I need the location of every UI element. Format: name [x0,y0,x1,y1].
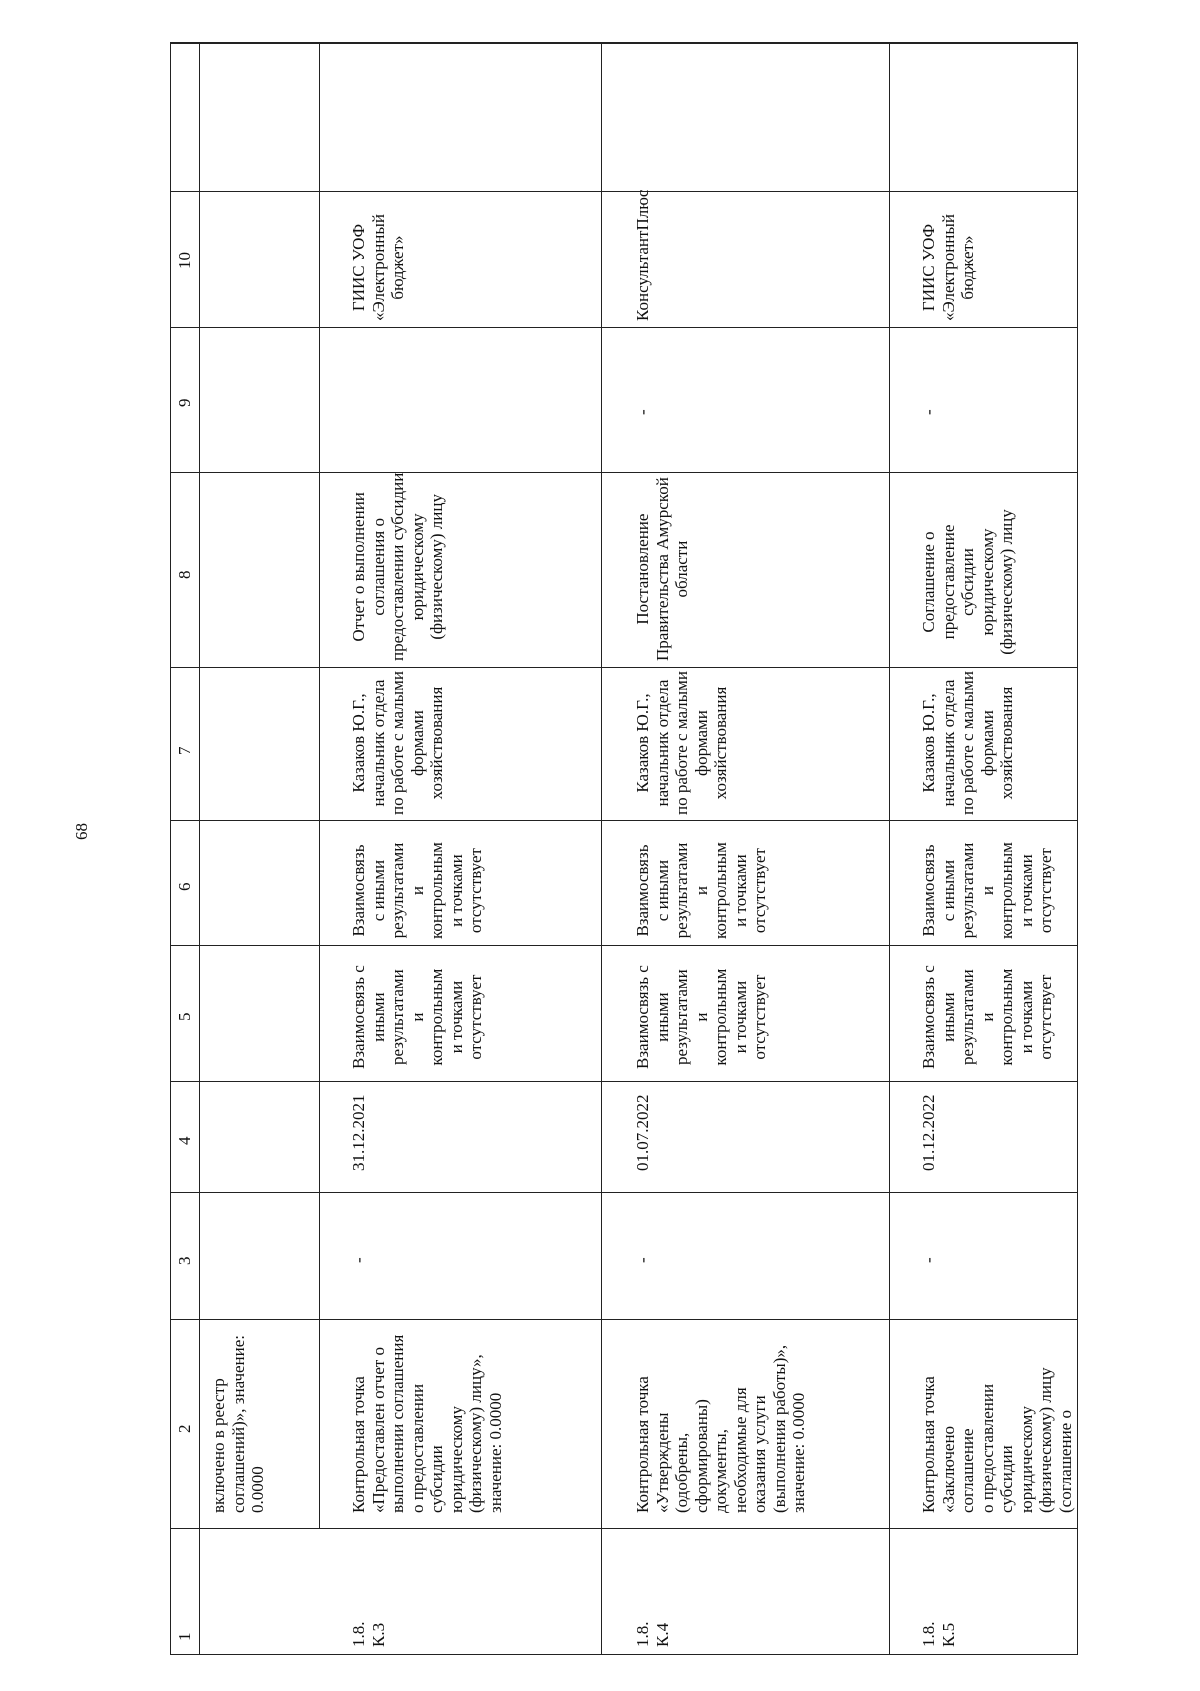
row-document: Постановление Правительства Амурской области [633,477,691,661]
row-system: КонсультантПлюс [633,189,652,321]
row-col5: Взаимосвязь с иными результатами и контрольным и точками отсутствует [349,965,485,1069]
row-col9: - [633,409,652,415]
record-divider [601,43,602,1654]
row-date: 01.07.2022 [633,1094,652,1171]
row-divider [171,191,1077,192]
row-document: Соглашение о предоставление субсидии юридическому (физическому) лицу [919,509,1016,655]
header-col-8: 8 [175,570,194,579]
row-divider [171,667,1077,668]
header-col-2: 2 [175,1424,194,1433]
record-divider [889,43,890,1654]
header-col-1: 1 [175,1632,194,1641]
row-id: 1.8. К.4 [633,1621,672,1647]
row-divider [171,820,1077,821]
row-col6: Взаимосвязь с иными результатами и контрольным и точками отсутствует [633,842,769,939]
row-system: ГИИС УОФ «Электронный бюджет» [919,214,977,321]
row-responsible: Казаков Ю.Г., начальник отдела по работе с малыми формами хозяйствования [919,671,1016,815]
row-divider [171,1081,1077,1082]
page-number: 68 [72,823,91,840]
row-system: ГИИС УОФ «Электронный бюджет» [349,214,407,321]
header-divider [199,43,200,1654]
row-divider [171,327,1077,328]
row-col5: Взаимосвязь с иными результатами и контрольным и точками отсутствует [633,965,769,1069]
header-col-9: 9 [175,398,194,407]
row-id: 1.8. К.3 [349,1621,388,1647]
row-col6: Взаимосвязь с иными результатами и контрольным и точками отсутствует [919,842,1055,939]
row-divider [171,43,1077,44]
row-name: Контрольная точка «Утверждены (одобрены, сформированы) документы, необходимые для оказания услуги (выполнения работы)», значение: 0.0000 [633,1344,808,1513]
header-col-3: 3 [175,1256,194,1265]
row-divider [171,1192,1077,1193]
header-col-6: 6 [175,882,194,891]
row-document: Отчет о выполнении соглашения о предоставлении субсидии юридическому (физическому) лицу [349,472,446,661]
row-divider [171,1319,1077,1320]
row-name: Контрольная точка «Заключено соглашение о предоставлении субсидии юридическому (физическому) лицу (соглашение о [919,1367,1075,1513]
row-col3: - [633,1257,652,1263]
row-name: Контрольная точка «Предоставлен отчет о выполнении соглашения о предоставлении субсидии юридическому (физическому) лицу», значение: 0.0000 [349,1334,505,1513]
row-responsible: Казаков Ю.Г., начальник отдела по работе с малыми формами хозяйствования [349,671,446,815]
row-col9: - [919,409,938,415]
row-date: 01.12.2022 [919,1094,938,1171]
row-divider [171,472,1077,473]
header-col-5: 5 [175,1012,194,1021]
row-id: 1.8. К.5 [919,1621,958,1647]
row-col5: Взаимосвязь с иными результатами и контрольным и точками отсутствует [919,965,1055,1069]
row-date: 31.12.2021 [349,1094,368,1171]
plan-table [170,42,1078,1655]
row-col3: - [349,1257,368,1263]
row-col6: Взаимосвязь с иными результатами и контрольным и точками отсутствует [349,842,485,939]
row-col3: - [919,1257,938,1263]
continuation-name: включено в реестр соглашений)», значение: 0.0000 [209,1334,267,1513]
row-divider [171,1528,1077,1529]
row-responsible: Казаков Ю.Г., начальник отдела по работе с малыми формами хозяйствования [633,671,730,815]
header-col-4: 4 [175,1136,194,1145]
header-col-7: 7 [175,746,194,755]
record-divider [319,43,320,1528]
header-col-10: 10 [175,252,194,269]
row-divider [171,945,1077,946]
